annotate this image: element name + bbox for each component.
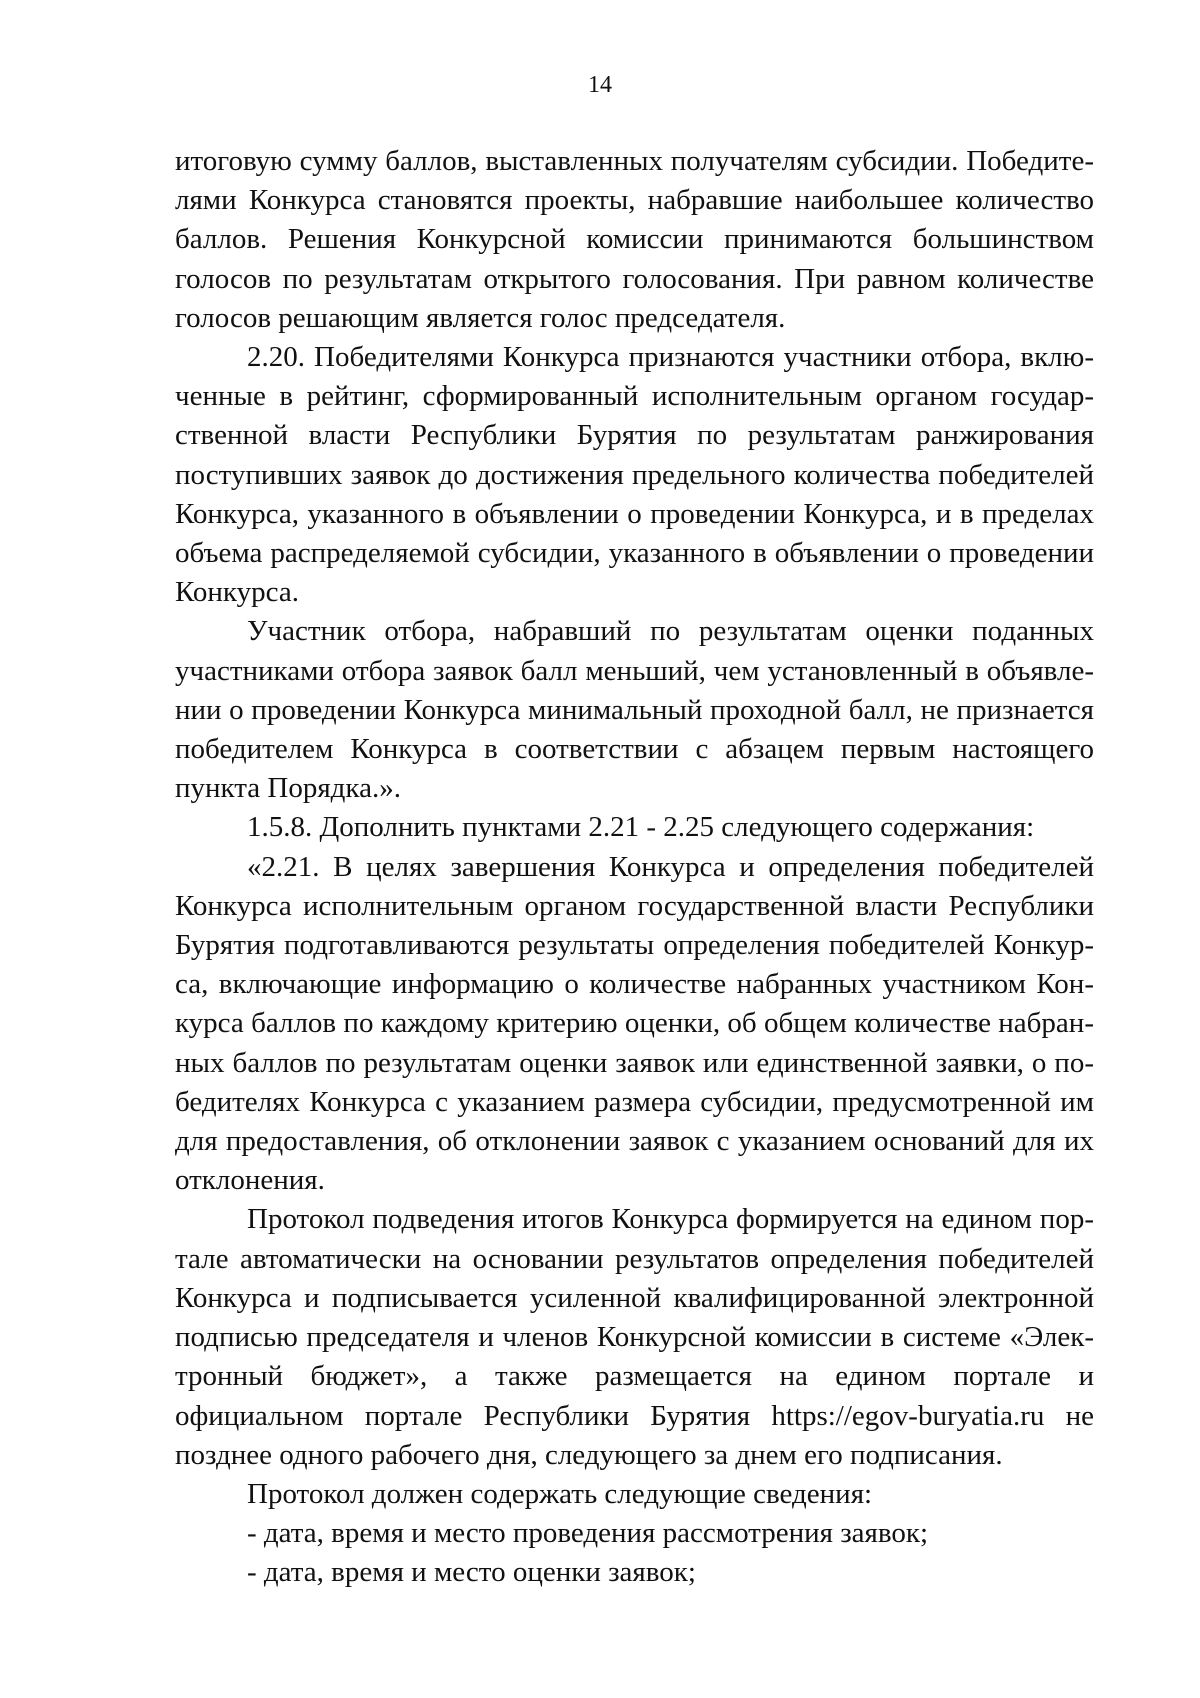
paragraph-continuation: итоговую сумму баллов, выставленных получателям субсидии. Победителями Конкурса становятся проекты, набравшие наибольшее количество баллов. Решения Конкурсной комиссии принимаются большинством голосов по результатам открытого голосования. При равном количестве голосов решающим является голос председателя.	[175, 145, 1094, 334]
paragraph-participant-score: Участник отбора, набравший по результатам оценки поданных участниками отбора заявок балл меньший, чем установленный в объявлении о проведении Конкурса минимальный проходной балл, не признается победителем Конкурса в соответствии с абзацем первым настоящего пункта Порядка.».	[175, 615, 1094, 805]
paragraph-protocol-formation: Протокол подведения итогов Конкурса формируется на едином портале автоматически на основании результатов определения победителей Конкурса и подписывается усиленной квалифицированной электронной подписью председателя и членов Конкурсной комиссии в системе «Электронный бюджет», а также размещается на едином портале и официальном портале Республики Бурятия https://egov-buryatia.ru не позднее одного рабочего дня, следующего за днем его подписания.	[175, 1203, 1094, 1471]
list-item-evaluation-date: - дата, время и место оценки заявок;	[247, 1556, 696, 1589]
paragraph-item-2-20: 2.20. Победителями Конкурса признаются участники отбора, включенные в рейтинг, сформированный исполнительным органом государственной власти Республики Бурятия по результатам ранжирования поступивших заявок до достижения предельного количества победителей Конкурса, указанного в объявлении о проведении Конкурса, и в пределах объема распределяемой субсидии, указанного в объявлении о проведении Конкурса.	[175, 341, 1094, 609]
page-number: 14	[588, 72, 612, 98]
document-body	[175, 142, 1094, 1593]
paragraph-item-2-21: «2.21. В целях завершения Конкурса и определения победителей Конкурса исполнительным органом государственной власти Республики Бурятия подготавливаются результаты определения победителей Конкурса, включающие информацию о количестве набранных участником Конкурса баллов по каждому критерию оценки, об общем количестве набранных баллов по результатам оценки заявок или единственной заявки, о победителях Конкурса с указанием размера субсидии, предусмотренной им для предоставления, об отклонении заявок с указанием оснований для их отклонения.	[175, 850, 1094, 1197]
paragraph-item-1-5-8: 1.5.8. Дополнить пунктами 2.21 - 2.25 следующего содержания:	[247, 811, 1035, 844]
list-item-review-date: - дата, время и место проведения рассмотрения заявок;	[247, 1517, 929, 1550]
paragraph-protocol-contents: Протокол должен содержать следующие сведения:	[247, 1477, 873, 1510]
